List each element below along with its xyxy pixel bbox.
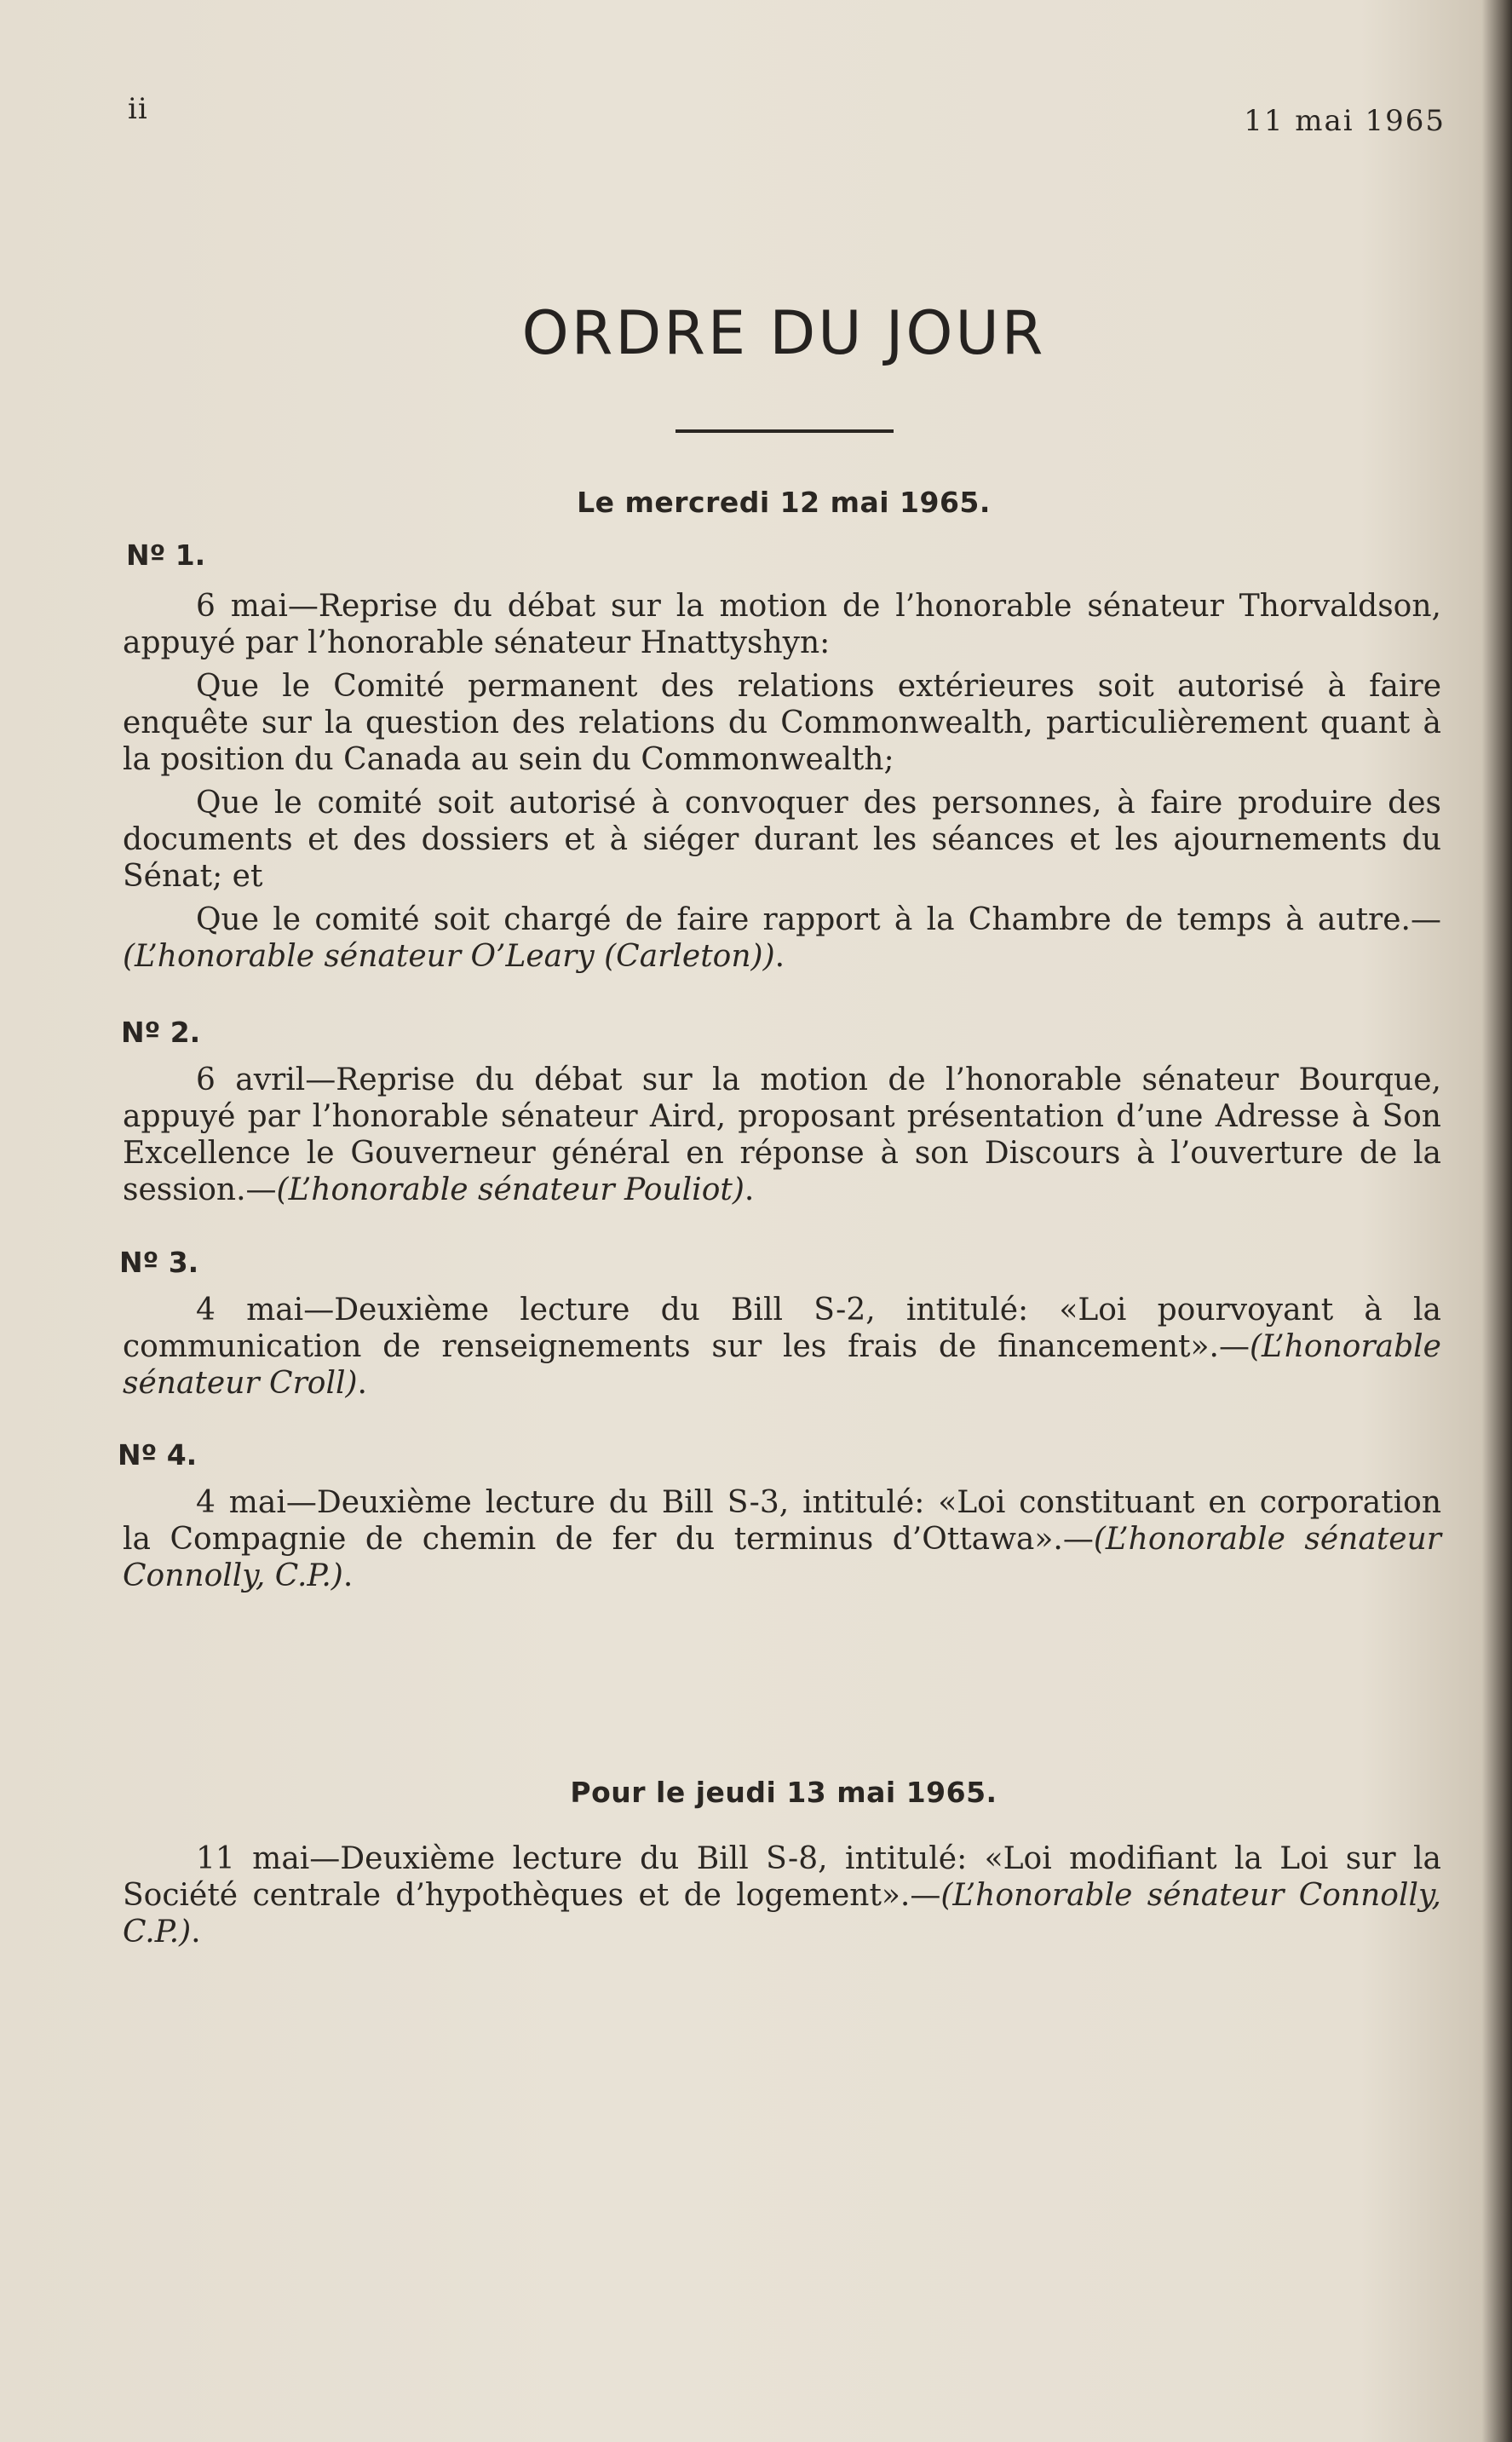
day-heading-thursday: Pour le jeudi 13 mai 1965. xyxy=(570,1776,997,1809)
item-number-1: Nº 1. xyxy=(126,539,206,572)
item-number-4: Nº 4. xyxy=(118,1438,198,1472)
thursday-body xyxy=(123,1840,1441,1957)
item-1-paragraph-4: Que le comité soit chargé de faire rapport à la Chambre de temps à autre.—(L’honorable sénateur O’Leary (Carleton)). xyxy=(123,902,1441,974)
thursday-attribution: (L’honorable sénateur Connolly, C.P.) xyxy=(123,1878,1441,1950)
item-3-paragraph-1: 4 mai—Deuxième lecture du Bill S-2, intitulé: «Loi pourvoyant à la communication de renseignements sur les frais de financement».—(L’honorable sénateur Croll). xyxy=(123,1293,1441,1401)
page-title: ORDRE DU JOUR xyxy=(521,298,1046,368)
item-1-paragraph-3: Que le comité soit autorisé à convoquer des personnes, à faire produire des documents et des dossiers et à siéger durant les séances et les ajournements du Sénat; et xyxy=(123,786,1441,894)
thursday-paragraph-1: 11 mai—Deuxième lecture du Bill S-8, intitulé: «Loi modifiant la Loi sur la Société centrale d’hypothèques et de logement».—(L’honorable sénateur Connolly, C.P.). xyxy=(123,1841,1441,1950)
item-4-paragraph-1: 4 mai—Deuxième lecture du Bill S-3, intitulé: «Loi constituant en corporation la Compagnie de chemin de fer du terminus d’Ottawa».—(L’honorable sénateur Connolly, C.P.). xyxy=(123,1485,1441,1593)
item-3-attribution: (L’honorable sénateur Croll) xyxy=(123,1329,1441,1401)
item-4-attribution: (L’honorable sénateur Connolly, C.P.) xyxy=(123,1522,1441,1593)
item-1-paragraph-2: Que le Comité permanent des relations extérieures soit autorisé à faire enquête sur la question des relations du Commonwealth, particulièrement quant à la position du Canada au sein du Commonwealth; xyxy=(123,669,1441,777)
item-1-paragraph-1: 6 mai—Reprise du débat sur la motion de l’honorable sénateur Thorvaldson, appuyé par l’honorable sénateur Hnattyshyn: xyxy=(123,589,1441,660)
item-number-2: Nº 2. xyxy=(121,1016,201,1049)
item-number-3: Nº 3. xyxy=(119,1246,199,1279)
day-heading-wednesday: Le mercredi 12 mai 1965. xyxy=(577,486,991,519)
running-date: 11 mai 1965 xyxy=(1244,104,1446,138)
page-number: ii xyxy=(128,92,148,126)
item-1-attribution: (L’honorable sénateur O’Leary (Carleton)) xyxy=(123,939,775,974)
item-3-body xyxy=(123,1292,1441,1408)
item-2-attribution: (L’honorable sénateur Pouliot) xyxy=(276,1172,745,1207)
item-4-body xyxy=(123,1484,1441,1601)
item-1-body xyxy=(123,588,1441,982)
item-2-body xyxy=(123,1062,1441,1215)
title-rule xyxy=(676,429,894,433)
item-2-paragraph-1: 6 avril—Reprise du débat sur la motion de l’honorable sénateur Bourque, appuyé par l’honorable sénateur Aird, proposant présentation d’une Adresse à Son Excellence le Gouverneur général en réponse à son Discours à l’ouverture de la session.—(L’honorable sénateur Pouliot). xyxy=(123,1063,1441,1207)
